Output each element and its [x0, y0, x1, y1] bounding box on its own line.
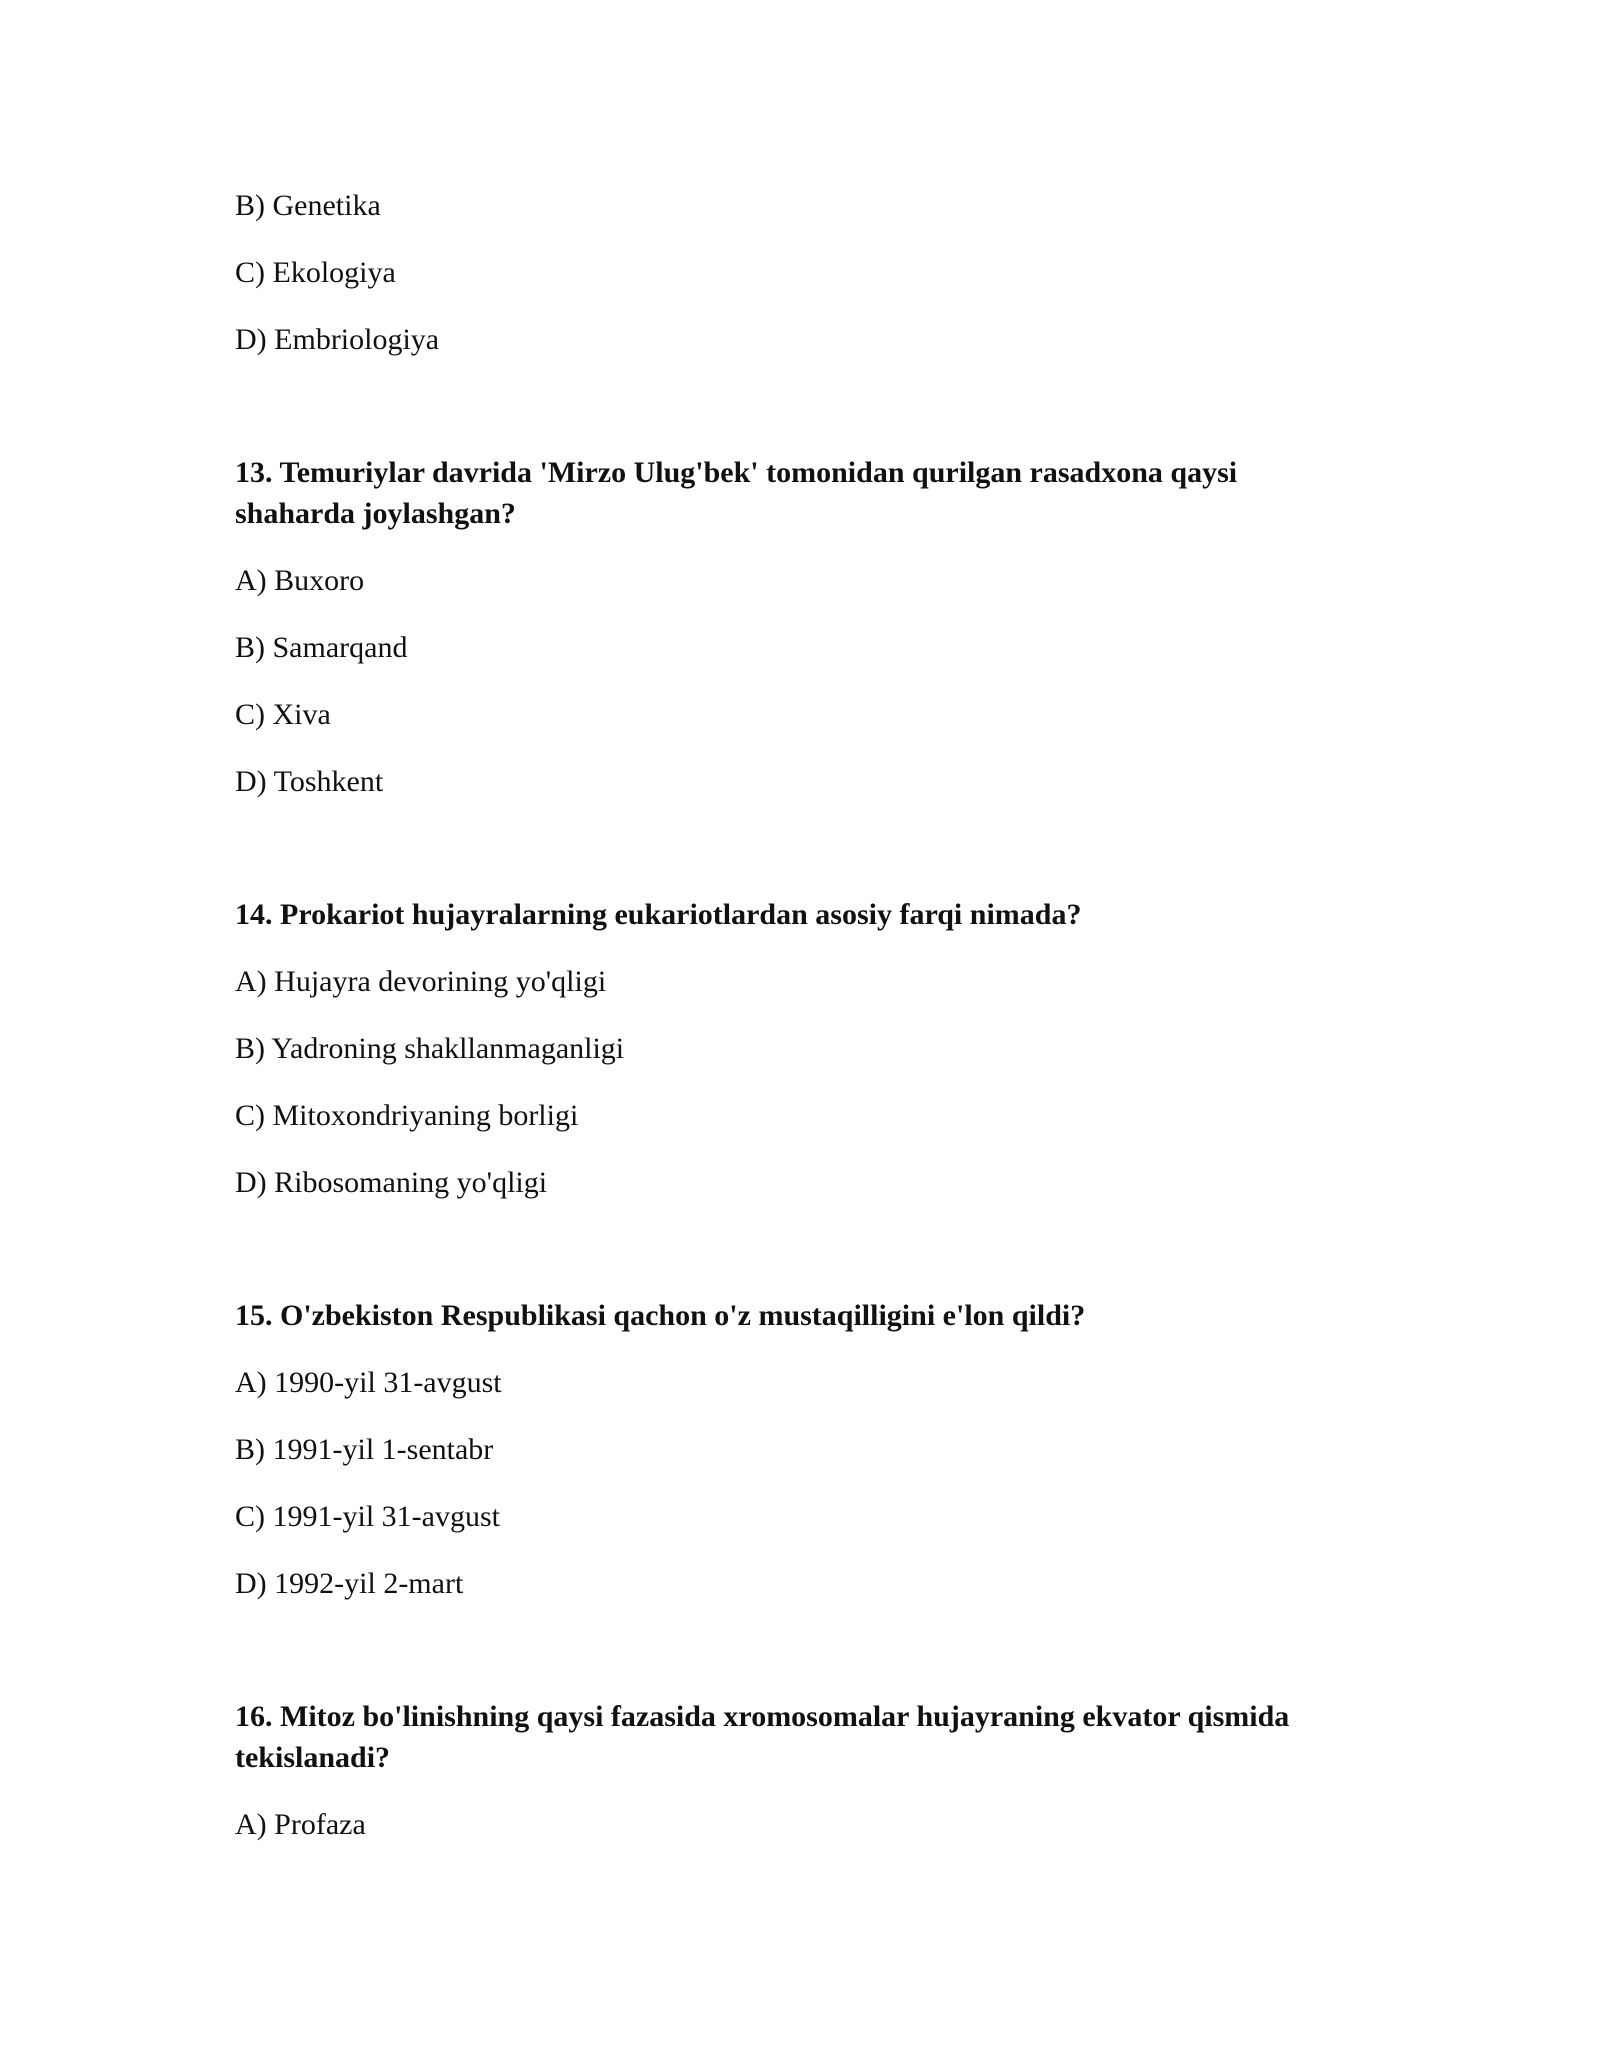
option-c: C) Mitoxondriyaning borligi	[235, 1099, 579, 1132]
option-d: D) Toshkent	[235, 765, 384, 798]
question-16-line-1: 16. Mitoz bo'linishning qaysi fazasida xromosomalar hujayraning ekvator qismida	[235, 1700, 1290, 1733]
question-13-line-1: 13. Temuriylar davrida 'Mirzo Ulug'bek' tomonidan qurilgan rasadxona qaysi	[235, 456, 1238, 489]
question-16-line-2: tekislanadi?	[235, 1741, 391, 1774]
option-a: A) Profaza	[235, 1808, 366, 1841]
option-d: D) Embriologiya	[235, 323, 440, 356]
option-d: D) 1992-yil 2-mart	[235, 1567, 464, 1600]
option-b: B) Genetika	[235, 189, 381, 222]
option-b: B) Samarqand	[235, 631, 408, 664]
question-13-line-2: shaharda joylashgan?	[235, 497, 516, 530]
option-a: A) Hujayra devorining yo'qligi	[235, 965, 607, 998]
option-a: A) Buxoro	[235, 564, 365, 597]
option-d: D) Ribosomaning yo'qligi	[235, 1166, 548, 1199]
option-b: B) Yadroning shakllanmaganligi	[235, 1032, 625, 1065]
question-14-line-1: 14. Prokariot hujayralarning eukariotlardan asosiy farqi nimada?	[235, 898, 1082, 931]
option-a: A) 1990-yil 31-avgust	[235, 1366, 502, 1399]
option-c: C) Ekologiya	[235, 256, 396, 289]
option-c: C) 1991-yil 31-avgust	[235, 1500, 500, 1533]
option-b: B) 1991-yil 1-sentabr	[235, 1433, 494, 1466]
question-15-line-1: 15. O'zbekiston Respublikasi qachon o'z mustaqilligini e'lon qildi?	[235, 1299, 1086, 1332]
option-c: C) Xiva	[235, 698, 331, 731]
